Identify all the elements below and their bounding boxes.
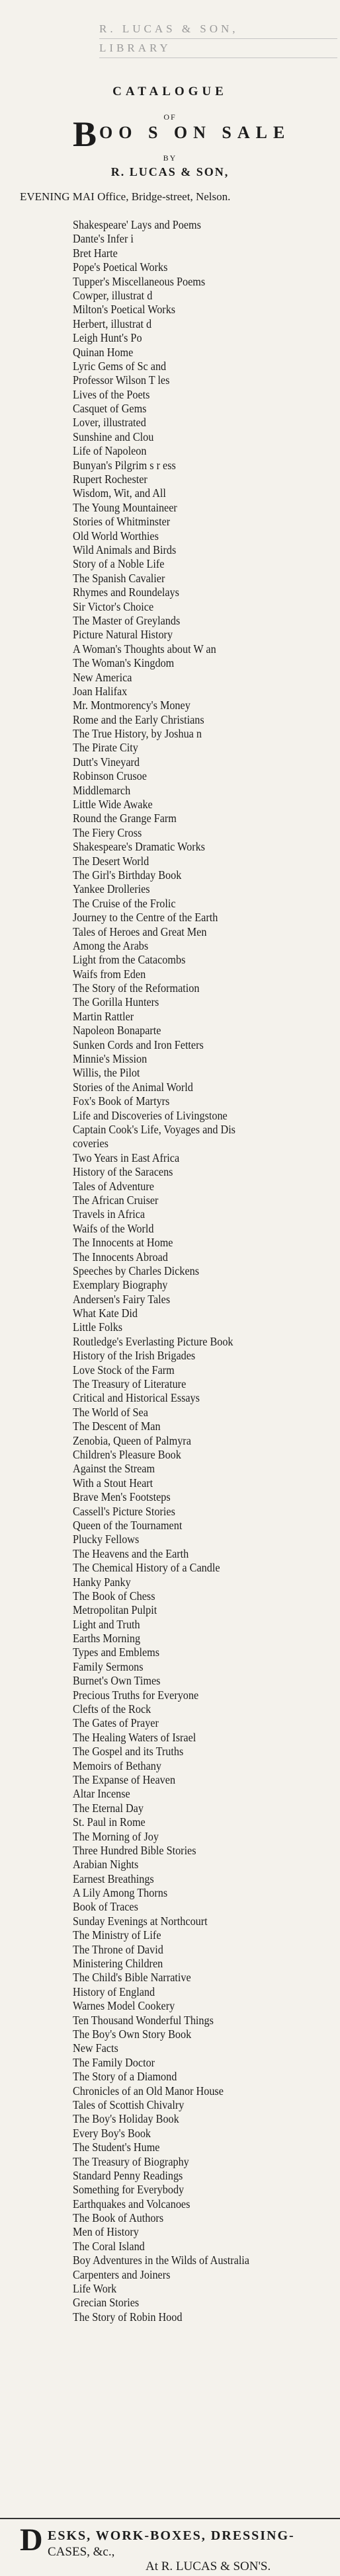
footer-line: At R. LUCAS & SON'S.: [146, 2559, 271, 2573]
book-title: Story of a Noble Life: [73, 557, 165, 571]
book-title: The Heavens and the Earth: [73, 1546, 189, 1560]
book-title: Routledge's Everlasting Picture Book: [73, 1334, 234, 1348]
of-text: OF: [163, 112, 177, 122]
book-title: Burnet's Own Times: [73, 1674, 161, 1688]
book-title: The Chemical History of a Candle: [73, 1561, 220, 1575]
catalogue-title: CATALOGUE: [112, 85, 228, 98]
book-title: The Student's Hume: [73, 2140, 160, 2154]
book-title: The Gospel and its Truths: [73, 1745, 184, 1759]
book-title: Metropolitan Pulpit: [73, 1603, 157, 1617]
book-title: Light and Truth: [73, 1617, 140, 1631]
book-title: The Descent of Man: [73, 1420, 161, 1433]
book-title: Bret Harte: [73, 246, 118, 260]
book-title: Earths Morning: [73, 1632, 141, 1646]
book-title: Joan Halifax: [73, 684, 128, 698]
book-title: Altar Incense: [73, 1787, 130, 1801]
book-title: Pope's Poetical Works: [73, 260, 168, 274]
book-title: Yankee Drolleries: [73, 882, 150, 896]
book-title: The Healing Waters of Israel: [73, 1730, 196, 1744]
book-title: The Gorilla Hunters: [73, 995, 159, 1009]
book-title: The Family Doctor: [73, 2055, 155, 2069]
book-title: Queen of the Tournament: [73, 1518, 183, 1532]
book-title: History of the Irish Brigades: [73, 1349, 196, 1363]
book-title: The Innocents at Home: [73, 1236, 173, 1250]
book-title: Arabian Nights: [73, 1858, 139, 1872]
book-title: The Book of Authors: [73, 2211, 164, 2225]
book-title: The African Cruiser: [73, 1193, 159, 1207]
book-title: Boy Adventures in the Wilds of Australia: [73, 2254, 250, 2267]
book-title: New America: [73, 670, 132, 684]
book-title: Sunday Evenings at Northcourt: [73, 1914, 208, 1928]
divider: [0, 2518, 340, 2519]
book-title: Sunshine and Clou: [73, 430, 154, 443]
faded-header: [99, 20, 337, 58]
book-list: [73, 218, 337, 2324]
book-title: Little Wide Awake: [73, 798, 153, 812]
book-title: Sir Victor's Choice: [73, 599, 154, 613]
book-title: The Coral Island: [73, 2239, 145, 2253]
book-title: Herbert, illustrat d: [73, 317, 152, 330]
book-title: Andersen's Fairy Tales: [73, 1292, 171, 1306]
book-title: Memoirs of Bethany: [73, 1759, 161, 1772]
book-title: Critical and Historical Essays: [73, 1391, 200, 1405]
book-title: The Boy's Own Story Book: [73, 2027, 192, 2041]
footer-text: ESKS, WORK-BOXES, DRESSING-: [48, 2528, 295, 2543]
footer-advert: [20, 2522, 337, 2574]
book-title: Tales of Scottish Chivalry: [73, 2098, 185, 2111]
book-title: St. Paul in Rome: [73, 1815, 146, 1829]
book-title: Children's Pleasure Book: [73, 1447, 181, 1461]
book-title: The Gates of Prayer: [73, 1716, 159, 1730]
book-title: Life Work: [73, 2282, 117, 2296]
book-title: Middlemarch: [73, 783, 131, 797]
book-title: A Woman's Thoughts about W an: [73, 642, 216, 656]
book-title: Carpenters and Joiners: [73, 2267, 171, 2281]
book-title: Professor Wilson T les: [73, 373, 170, 387]
book-title: The Story of the Reformation: [73, 981, 200, 995]
book-title: The Morning of Joy: [73, 1829, 159, 1843]
drop-cap: B: [73, 114, 103, 154]
book-title: Dante's Infer i: [73, 232, 134, 246]
book-title: The Young Mountaineer: [73, 500, 177, 514]
book-title: Rhymes and Roundelays: [73, 586, 179, 599]
book-title: The True History, by Joshua n: [73, 727, 202, 741]
book-title: Tupper's Miscellaneous Poems: [73, 274, 206, 288]
book-title: Love Stock of the Farm: [73, 1363, 175, 1377]
book-title: Napoleon Bonaparte: [73, 1024, 161, 1038]
book-title: History of the Saracens: [73, 1165, 173, 1179]
book-title: The Book of Chess: [73, 1589, 155, 1603]
book-title: Hanky Panky: [73, 1575, 131, 1589]
book-title: Rupert Rochester: [73, 473, 148, 486]
book-title: Tales of Heroes and Great Men: [73, 925, 207, 938]
firm-name: R. LUCAS & SON,: [110, 165, 230, 178]
book-title: The Eternal Day: [73, 1801, 144, 1815]
book-title: Earnest Breathings: [73, 1872, 154, 1885]
book-title: The Story of a Diamond: [73, 2070, 177, 2084]
book-title: The Boy's Holiday Book: [73, 2112, 179, 2126]
book-title: Travels in Africa: [73, 1207, 146, 1221]
book-title: What Kate Did: [73, 1307, 138, 1320]
book-title: The Treasury of Literature: [73, 1377, 187, 1391]
book-title: Family Sermons: [73, 1659, 144, 1673]
book-title: Quinan Home: [73, 345, 134, 359]
book-title: Every Boy's Book: [73, 2126, 151, 2140]
book-title: The Treasury of Biography: [73, 2154, 189, 2168]
book-title: Dutt's Vineyard: [73, 755, 140, 769]
book-title: Types and Emblems: [73, 1646, 160, 1659]
book-title: Shakespeare' Lays and Poems: [73, 218, 201, 231]
book-title: With a Stout Heart: [73, 1476, 153, 1490]
book-title: Lover, illustrated: [73, 416, 146, 430]
book-title: The Pirate City: [73, 741, 138, 755]
book-title: Ten Thousand Wonderful Things: [73, 2013, 214, 2027]
drop-cap: D: [20, 2522, 44, 2557]
book-title: The Ministry of Life: [73, 1928, 161, 1942]
book-title: The Fiery Cross: [73, 825, 142, 839]
book-title: The Spanish Cavalier: [73, 571, 165, 585]
heading-text: OO S ON SALE: [99, 123, 291, 142]
book-title: Zenobia, Queen of Palmyra: [73, 1433, 191, 1447]
book-title: Cassell's Picture Stories: [73, 1504, 175, 1518]
book-title: Something for Everybody: [73, 2183, 185, 2197]
book-title: Life and Discoveries of Livingstone: [73, 1108, 228, 1122]
book-title: coveries: [73, 1137, 108, 1151]
book-title: Mr. Montmorency's Money: [73, 699, 191, 712]
book-title: Three Hundred Bible Stories: [73, 1843, 196, 1857]
footer-line: CASES, &c.,: [48, 2545, 115, 2559]
book-title: Grecian Stories: [73, 2296, 140, 2310]
book-title: The Story of Robin Hood: [73, 2310, 183, 2324]
by-text: BY: [163, 153, 177, 163]
book-title: Book of Traces: [73, 1900, 138, 1914]
book-title: Robinson Crusoe: [73, 769, 147, 783]
book-title: The Master of Greylands: [73, 613, 181, 627]
book-title: The World of Sea: [73, 1405, 148, 1419]
book-title: The Cruise of the Frolic: [73, 896, 176, 910]
book-title: New Facts: [73, 2041, 118, 2055]
book-title: Exemplary Biography: [73, 1278, 168, 1292]
book-title: Tales of Adventure: [73, 1179, 154, 1193]
book-title: Stories of the Animal World: [73, 1080, 193, 1094]
book-title: Bunyan's Pilgrim s r ess: [73, 458, 176, 472]
book-title: Waifs of the World: [73, 1221, 154, 1235]
book-title: Milton's Poetical Works: [73, 303, 176, 317]
faded-header-line: LIBRARY: [99, 39, 337, 58]
book-title: Sunken Cords and Iron Fetters: [73, 1038, 204, 1051]
book-title: Casquet of Gems: [73, 402, 147, 416]
book-title: The Throne of David: [73, 1942, 163, 1956]
book-title: Leigh Hunt's Po: [73, 331, 142, 345]
book-title: Shakespeare's Dramatic Works: [73, 840, 205, 854]
book-title: The Girl's Birthday Book: [73, 868, 182, 882]
book-title: Journey to the Centre of the Earth: [73, 911, 218, 925]
book-title: Warnes Model Cookery: [73, 1999, 175, 2013]
book-title: Waifs from Eden: [73, 967, 146, 981]
book-title: Little Folks: [73, 1320, 123, 1334]
book-title: Precious Truths for Everyone: [73, 1688, 199, 1702]
book-title: Lives of the Poets: [73, 387, 150, 401]
book-title: Chronicles of an Old Manor House: [73, 2084, 224, 2098]
book-title: Rome and the Early Christians: [73, 712, 204, 726]
book-title: The Expanse of Heaven: [73, 1772, 176, 1786]
book-title: The Child's Bible Narrative: [73, 1971, 191, 1985]
book-title: Martin Rattler: [73, 1009, 134, 1023]
book-title: Wild Animals and Birds: [73, 543, 177, 556]
book-title: Earthquakes and Volcanoes: [73, 2197, 191, 2211]
address: EVENING MAI Office, Bridge-street, Nelson.: [20, 190, 231, 203]
book-title: A Lily Among Thorns: [73, 1886, 168, 1900]
book-title: Round the Grange Farm: [73, 812, 177, 825]
book-title: Men of History: [73, 2225, 139, 2239]
book-title: The Desert World: [73, 854, 149, 868]
book-title: Light from the Catacombs: [73, 953, 186, 967]
book-title: Standard Penny Readings: [73, 2168, 183, 2182]
book-title: Life of Napoleon: [73, 444, 147, 458]
faded-header-line: R. LUCAS & SON,: [99, 20, 337, 39]
book-title: Minnie's Mission: [73, 1052, 148, 1066]
book-title: Captain Cook's Life, Voyages and Dis: [73, 1123, 235, 1136]
book-title: Lyric Gems of Sc and: [73, 359, 167, 373]
book-title: Ministering Children: [73, 1957, 163, 1971]
book-title: Wisdom, Wit, and All: [73, 486, 166, 500]
book-title: Picture Natural History: [73, 628, 173, 642]
book-title: Against the Stream: [73, 1462, 155, 1476]
book-title: Fox's Book of Martyrs: [73, 1094, 170, 1108]
book-title: Clefts of the Rock: [73, 1702, 151, 1716]
book-title: Plucky Fellows: [73, 1533, 140, 1546]
book-title: The Innocents Abroad: [73, 1250, 168, 1264]
book-title: Stories of Whitminster: [73, 515, 171, 529]
book-title: Among the Arabs: [73, 938, 149, 952]
book-title: Brave Men's Footsteps: [73, 1490, 171, 1504]
book-title: The Woman's Kingdom: [73, 656, 175, 670]
book-title: Cowper, illustrat d: [73, 288, 153, 302]
book-title: Two Years in East Africa: [73, 1151, 180, 1164]
book-title: History of England: [73, 1985, 155, 1998]
book-title: Speeches by Charles Dickens: [73, 1264, 200, 1277]
book-title: Willis, the Pilot: [73, 1066, 140, 1080]
book-title: Old World Worthies: [73, 529, 159, 543]
